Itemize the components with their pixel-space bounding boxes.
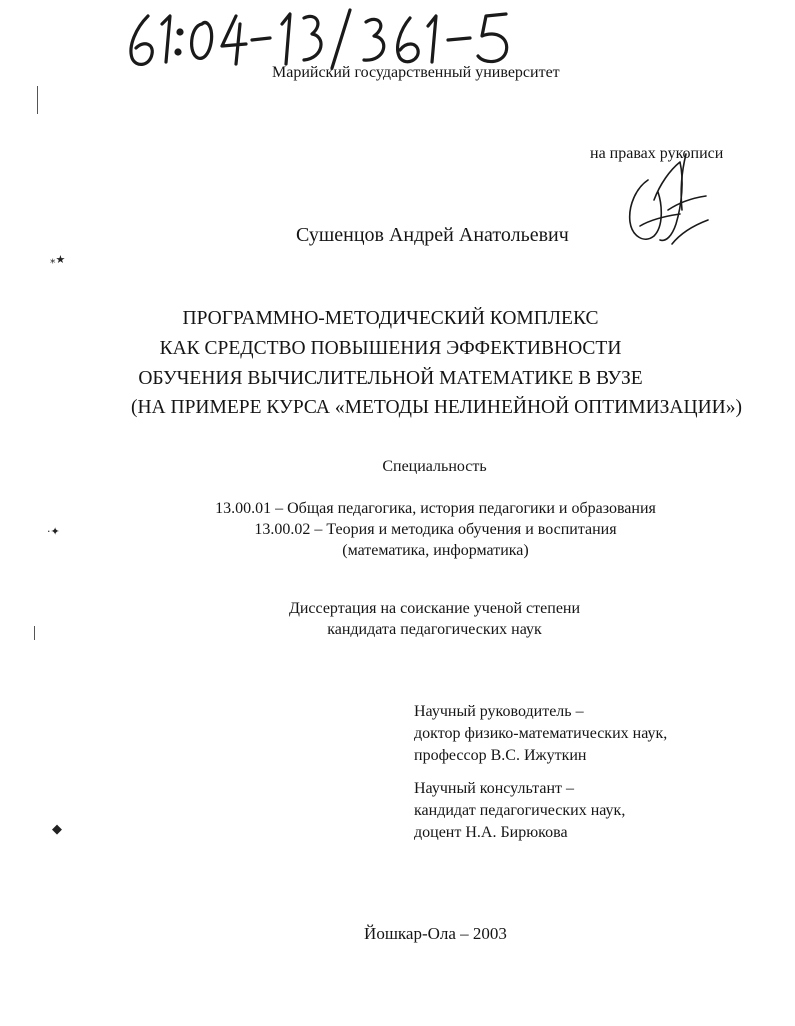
specialty-line-3: (математика, информатика) bbox=[342, 542, 529, 559]
supervisor-name: профессор В.С. Ижуткин bbox=[414, 747, 587, 764]
scan-margin-line bbox=[37, 86, 38, 114]
binding-mark-bullet: ◆ bbox=[52, 822, 62, 837]
specialty-line-1: 13.00.01 – Общая педагогика, история педагогики и образования bbox=[215, 500, 656, 517]
supervisor-degree: доктор физико-математических наук, bbox=[414, 725, 668, 742]
dissertation-line-1: Диссертация на соискание ученой степени bbox=[288, 600, 581, 617]
author-name: Сушенцов Андрей Анатольевич bbox=[296, 224, 569, 246]
title-line-4: (НА ПРИМЕРЕ КУРСА «МЕТОДЫ НЕЛИНЕЙНОЙ ОПТИМИЗАЦИИ») bbox=[130, 397, 743, 418]
binding-mark-star: ⁎★ bbox=[50, 253, 66, 266]
specialty-line-2: 13.00.02 – Теория и методика обучения и воспитания bbox=[254, 521, 617, 538]
title-line-1: ПРОГРАММНО-МЕТОДИЧЕСКИЙ КОМПЛЕКС bbox=[182, 308, 599, 329]
supervisor-block bbox=[414, 701, 667, 767]
title-line-2: КАК СРЕДСТВО ПОВЫШЕНИЯ ЭФФЕКТИВНОСТИ bbox=[159, 338, 622, 359]
handwritten-signature bbox=[610, 140, 720, 255]
scan-margin-line bbox=[34, 626, 35, 640]
consultant-degree: кандидат педагогических наук, bbox=[414, 802, 626, 819]
consultant-block bbox=[414, 778, 625, 844]
specialty-label: Специальность bbox=[382, 458, 487, 475]
city-year: Йошкар-Ола – 2003 bbox=[364, 924, 507, 943]
binding-mark-plus: ·✦ bbox=[47, 525, 60, 538]
university-name: Марийский государственный университет bbox=[272, 64, 560, 81]
consultant-role: Научный консультант – bbox=[414, 780, 574, 797]
title-line-3: ОБУЧЕНИЯ ВЫЧИСЛИТЕЛЬНОЙ МАТЕМАТИКЕ В ВУЗЕ bbox=[138, 368, 643, 389]
consultant-name: доцент Н.А. Бирюкова bbox=[414, 824, 568, 841]
dissertation-line-2: кандидата педагогических наук bbox=[327, 621, 542, 638]
manuscript-note: на правах рукописи bbox=[590, 145, 724, 162]
supervisor-role: Научный руководитель – bbox=[414, 703, 584, 720]
